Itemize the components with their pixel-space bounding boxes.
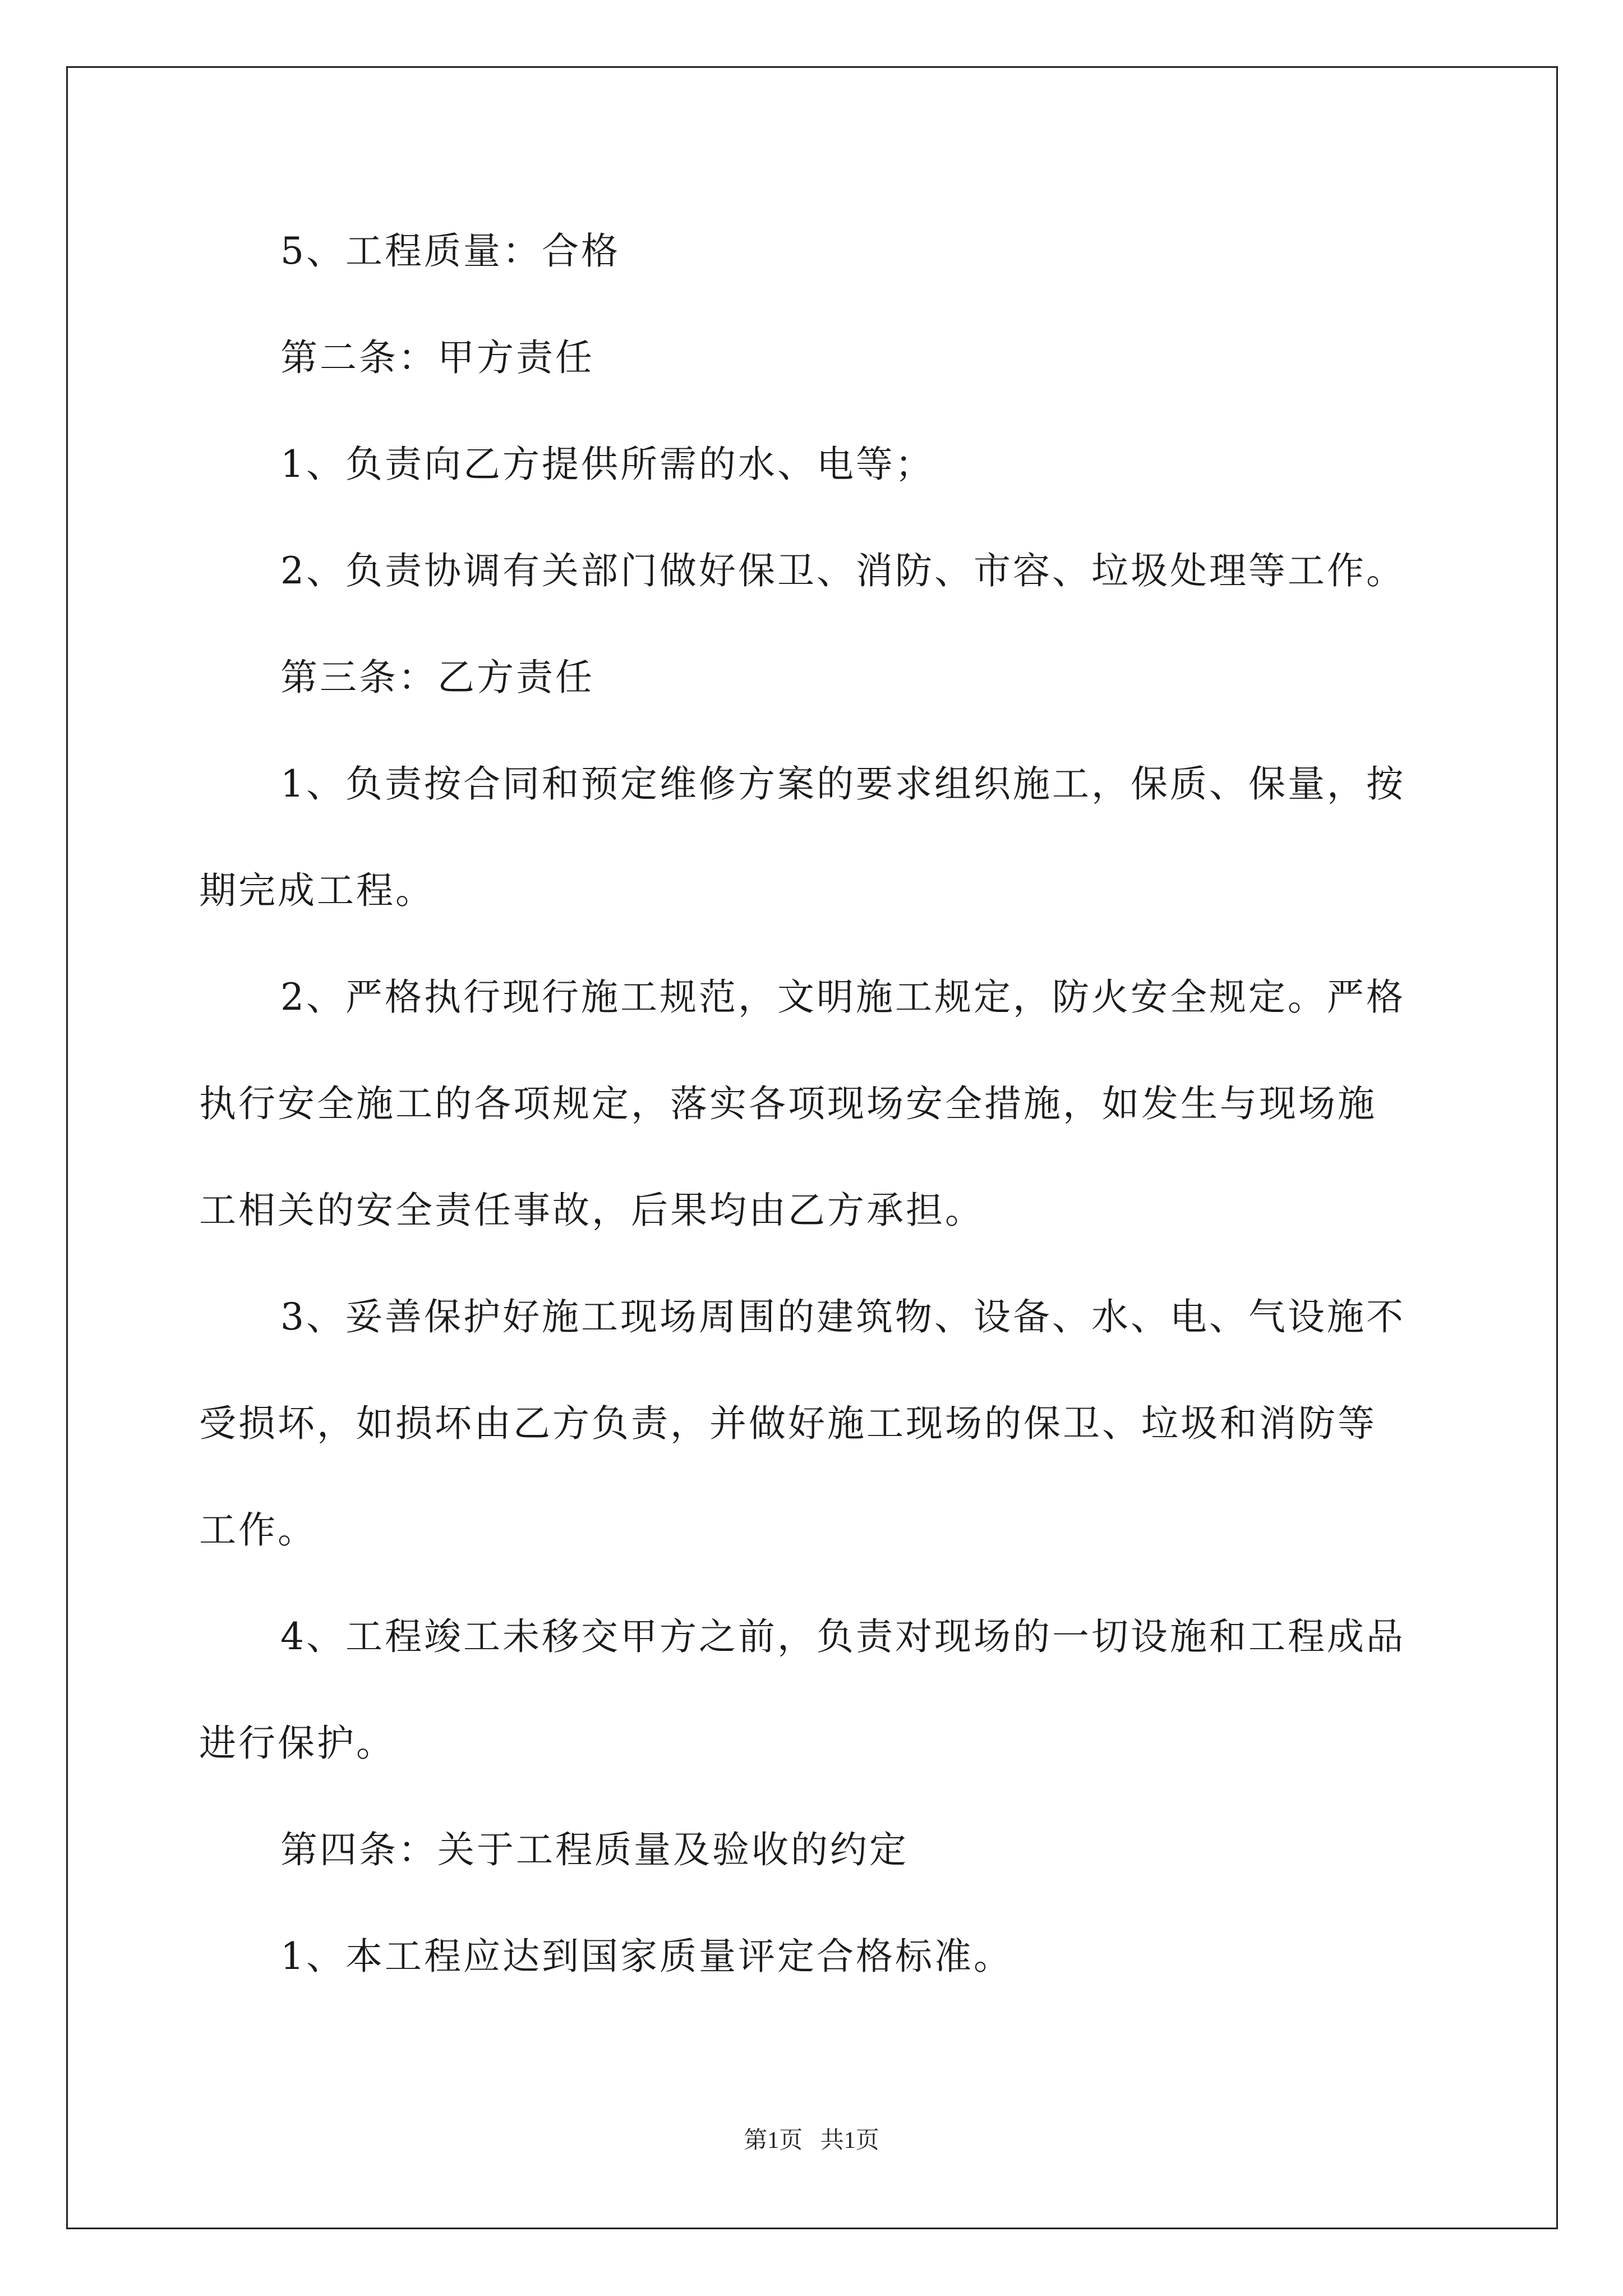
paragraph-party-b-3-line-1: 3、妥善保护好施工现场周围的建筑物、设备、水、电、气设施不 bbox=[280, 1295, 1405, 1338]
paragraph-party-b-2-line-3: 工相关的安全责任事故，后果均由乙方承担。 bbox=[199, 1189, 984, 1232]
paragraph-party-b-1-line-2: 期完成工程。 bbox=[199, 869, 435, 912]
heading-article-3: 第三条：乙方责任 bbox=[280, 656, 594, 699]
paragraph-party-b-2-line-2: 执行安全施工的各项规定，落实各项现场安全措施，如发生与现场施 bbox=[199, 1082, 1377, 1125]
page-number-footer: 第1页 共1页 bbox=[744, 2128, 879, 2154]
paragraph-party-b-2-line-1: 2、严格执行现行施工规范，文明施工规定，防火安全规定。严格 bbox=[280, 976, 1405, 1019]
paragraph-quality: 5、工程质量：合格 bbox=[280, 229, 620, 273]
paragraph-party-a-2: 2、负责协调有关部门做好保卫、消防、市容、垃圾处理等工作。 bbox=[280, 549, 1405, 592]
paragraph-acceptance-1: 1、本工程应达到国家质量评定合格标准。 bbox=[280, 1935, 1013, 1978]
heading-article-2: 第二条：甲方责任 bbox=[280, 336, 594, 379]
page-border bbox=[66, 66, 1558, 2229]
paragraph-party-b-4-line-1: 4、工程竣工未移交甲方之前，负责对现场的一切设施和工程成品 bbox=[280, 1615, 1405, 1658]
heading-article-4: 第四条：关于工程质量及验收的约定 bbox=[280, 1828, 909, 1871]
paragraph-party-b-4-line-2: 进行保护。 bbox=[199, 1722, 395, 1765]
paragraph-party-a-1: 1、负责向乙方提供所需的水、电等； bbox=[280, 443, 934, 486]
paragraph-party-b-3-line-2: 受损坏，如损坏由乙方负责，并做好施工现场的保卫、垃圾和消防等 bbox=[199, 1402, 1377, 1445]
paragraph-party-b-1-line-1: 1、负责按合同和预定维修方案的要求组织施工，保质、保量，按 bbox=[280, 762, 1405, 806]
paragraph-party-b-3-line-3: 工作。 bbox=[199, 1508, 317, 1552]
